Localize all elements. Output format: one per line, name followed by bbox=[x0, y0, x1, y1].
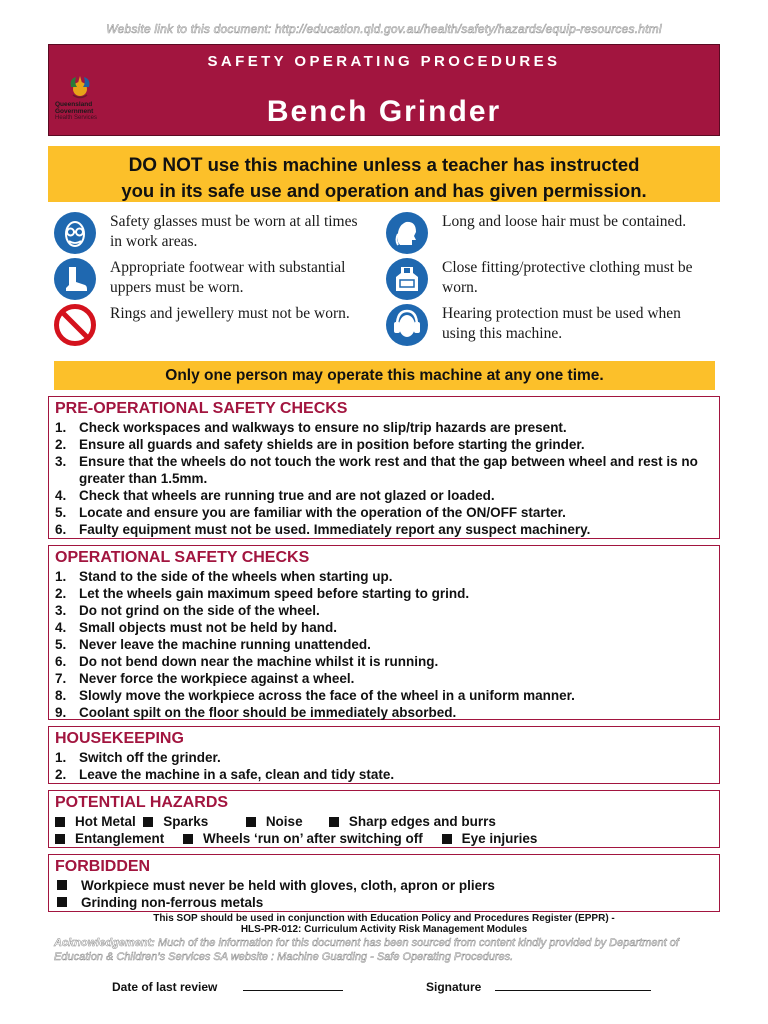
website-link[interactable] bbox=[0, 22, 768, 36]
item-text: Do not grind on the side of the wheel. bbox=[79, 603, 320, 618]
item-number: 2. bbox=[55, 437, 67, 452]
safety-glasses-icon bbox=[54, 212, 96, 254]
acknowledgement-text: Much of the information for this document has been sourced from content kindly provided by Department of Education & Children’s Services SA website : Machine Guarding - Safe Operating Procedures. bbox=[54, 937, 679, 963]
list-item bbox=[55, 704, 711, 721]
operational-checks-box bbox=[48, 545, 720, 720]
protective-clothing-icon bbox=[386, 258, 428, 300]
bullet-square bbox=[246, 817, 256, 827]
header-subtitle: SAFETY OPERATING PROCEDURES bbox=[207, 53, 561, 70]
forbidden-box bbox=[48, 854, 720, 912]
list-item bbox=[55, 436, 711, 453]
list-item bbox=[55, 453, 711, 487]
ppe-text: Rings and jewellery must not be worn. bbox=[110, 305, 350, 322]
item-text: Workpiece must never be held with gloves, cloth, apron or pliers bbox=[81, 878, 495, 893]
ppe-text: Close fitting/protective clothing must be worn. bbox=[442, 259, 693, 296]
item-text: Faulty equipment must not be used. Immediately report any suspect machinery. bbox=[79, 522, 591, 537]
item-text: Do not bend down near the machine whilst it is running. bbox=[79, 654, 439, 669]
list-item bbox=[55, 504, 711, 521]
list-item bbox=[55, 602, 711, 619]
list-item bbox=[55, 585, 711, 602]
item-text: Leave the machine in a safe, clean and tidy state. bbox=[79, 767, 395, 782]
date-of-review bbox=[112, 980, 343, 994]
item-number: 6. bbox=[55, 522, 67, 537]
one-person-banner: Only one person may operate this machine at any one time. bbox=[54, 361, 715, 390]
item-number: 2. bbox=[55, 767, 67, 782]
logo-line-3: Health Services bbox=[55, 115, 98, 121]
item-number: 1. bbox=[55, 750, 67, 765]
bullet-square bbox=[57, 880, 67, 890]
item-number: 9. bbox=[55, 705, 67, 720]
warning-banner bbox=[48, 146, 720, 202]
item-text: Slowly move the workpiece across the face of the wheel in a uniform manner. bbox=[79, 688, 575, 703]
ppe-item-jewellery bbox=[48, 302, 378, 348]
item-number: 1. bbox=[55, 420, 67, 435]
date-label: Date of last review bbox=[112, 980, 218, 994]
hair-icon bbox=[386, 212, 428, 254]
signature-field bbox=[426, 980, 651, 994]
acknowledgement bbox=[54, 937, 718, 964]
signature-blank-line[interactable] bbox=[495, 980, 651, 991]
list-item bbox=[55, 619, 711, 636]
no-jewellery-icon bbox=[54, 304, 96, 346]
item-text: Check workspaces and walkways to ensure no slip/trip hazards are present. bbox=[79, 420, 567, 435]
item-text: Switch off the grinder. bbox=[79, 750, 221, 765]
item-number: 7. bbox=[55, 671, 67, 686]
bullet-square bbox=[442, 834, 452, 844]
list-item bbox=[55, 568, 711, 585]
hazard-item: Entanglement bbox=[75, 831, 165, 846]
item-number: 4. bbox=[55, 620, 67, 635]
list-item bbox=[55, 749, 711, 766]
bullet-square bbox=[55, 834, 65, 844]
item-text: Ensure that the wheels do not touch the work rest and that the gap between wheel and rest is no greater than 1.5mm. bbox=[79, 454, 698, 486]
ppe-item-hearing bbox=[380, 302, 710, 348]
item-text: Coolant spilt on the floor should be immediately absorbed. bbox=[79, 705, 457, 720]
website-link-url[interactable]: http://education.qld.gov.au/health/safety/hazards/equip-resources.html bbox=[275, 22, 662, 36]
list-item bbox=[55, 894, 711, 911]
item-text: Never leave the machine running unattended. bbox=[79, 637, 371, 652]
footer-module-line: HLS-PR-012: Curriculum Activity Risk Management Modules bbox=[240, 924, 528, 935]
hearing-protection-icon bbox=[386, 304, 428, 346]
pre-checks-list bbox=[55, 419, 711, 538]
section-title: PRE-OPERATIONAL SAFETY CHECKS bbox=[55, 400, 348, 417]
item-number: 3. bbox=[55, 454, 67, 469]
website-link-prefix: Website link to this document: bbox=[106, 22, 272, 36]
hazard-item: Sharp edges and burrs bbox=[348, 814, 496, 829]
list-item bbox=[55, 687, 711, 704]
warning-line-1: use this machine unless a teacher has instructed bbox=[202, 154, 640, 175]
hazard-item: Wheels ‘run on’ after switching off bbox=[203, 831, 423, 846]
section-title: POTENTIAL HAZARDS bbox=[55, 794, 229, 811]
logo-line-2: Government bbox=[55, 108, 94, 115]
item-text: Stand to the side of the wheels when starting up. bbox=[79, 569, 393, 584]
item-number: 5. bbox=[55, 637, 67, 652]
ppe-text: Long and loose hair must be contained. bbox=[442, 213, 687, 230]
ppe-text: Safety glasses must be worn at all times in work areas. bbox=[110, 213, 358, 250]
list-item bbox=[55, 653, 711, 670]
footwear-icon bbox=[54, 258, 96, 300]
footer-eppr-line: This SOP should be used in conjunction with Education Policy and Procedures Register (EPPR) - bbox=[153, 913, 615, 924]
item-number: 3. bbox=[55, 603, 67, 618]
item-number: 6. bbox=[55, 654, 67, 669]
bullet-square bbox=[329, 817, 339, 827]
header-band bbox=[48, 44, 720, 136]
list-item bbox=[55, 419, 711, 436]
pre-operational-checks-box bbox=[48, 396, 720, 539]
list-item bbox=[55, 636, 711, 653]
signature-label: Signature bbox=[426, 980, 482, 994]
housekeeping-list bbox=[55, 749, 711, 783]
date-blank-line[interactable] bbox=[243, 980, 343, 991]
acknowledgement-label: Acknowledgement: bbox=[54, 937, 155, 949]
item-text: Check that wheels are running true and are not glazed or loaded. bbox=[79, 488, 495, 503]
ppe-text: Appropriate footwear with substantial uppers must be worn. bbox=[110, 259, 346, 296]
hazard-item: Hot Metal bbox=[75, 814, 136, 829]
section-title: OPERATIONAL SAFETY CHECKS bbox=[55, 549, 310, 566]
item-number: 4. bbox=[55, 488, 67, 503]
list-item bbox=[55, 766, 711, 783]
item-number: 2. bbox=[55, 586, 67, 601]
list-item bbox=[55, 487, 711, 504]
item-text: Ensure all guards and safety shields are in position before starting the grinder. bbox=[79, 437, 585, 452]
item-text: Grinding non-ferrous metals bbox=[81, 895, 264, 910]
section-title: HOUSEKEEPING bbox=[55, 730, 184, 747]
ppe-item-clothing bbox=[380, 256, 710, 302]
list-item bbox=[55, 670, 711, 687]
op-checks-list bbox=[55, 568, 711, 721]
bullet-square bbox=[57, 897, 67, 907]
logo-line-1: Queensland bbox=[55, 101, 93, 108]
page-title: Bench Grinder bbox=[266, 95, 502, 128]
hazard-item: Eye injuries bbox=[461, 831, 538, 846]
ppe-item-hair bbox=[380, 210, 710, 256]
warning-line-2: you in its safe use and operation and has given permission. bbox=[121, 180, 647, 201]
ppe-section bbox=[48, 210, 720, 360]
item-number: 8. bbox=[55, 688, 67, 703]
hazard-item: Sparks bbox=[163, 814, 209, 829]
list-item bbox=[55, 877, 711, 894]
item-text: Never force the workpiece against a wheel. bbox=[79, 671, 355, 686]
item-number: 5. bbox=[55, 505, 67, 520]
item-text: Locate and ensure you are familiar with the operation of the ON/OFF starter. bbox=[79, 505, 566, 520]
housekeeping-box bbox=[48, 726, 720, 784]
item-text: Let the wheels gain maximum speed before starting to grind. bbox=[79, 586, 470, 601]
bullet-square bbox=[55, 817, 65, 827]
warning-lead: DO NOT bbox=[128, 155, 203, 176]
ppe-item-footwear bbox=[48, 256, 378, 302]
ppe-text: Hearing protection must be used when using this machine. bbox=[442, 305, 681, 342]
item-text: Small objects must not be held by hand. bbox=[79, 620, 338, 635]
bullet-square bbox=[183, 834, 193, 844]
forbidden-list bbox=[55, 877, 711, 911]
ppe-item-safety-glasses bbox=[48, 210, 378, 256]
hazards-row-1 bbox=[55, 813, 711, 830]
hazard-item: Noise bbox=[265, 814, 303, 829]
potential-hazards-box bbox=[48, 790, 720, 848]
hazards-row-2 bbox=[55, 830, 711, 847]
section-title: FORBIDDEN bbox=[55, 858, 151, 875]
list-item bbox=[55, 521, 711, 538]
bullet-square bbox=[143, 817, 153, 827]
item-number: 1. bbox=[55, 569, 67, 584]
